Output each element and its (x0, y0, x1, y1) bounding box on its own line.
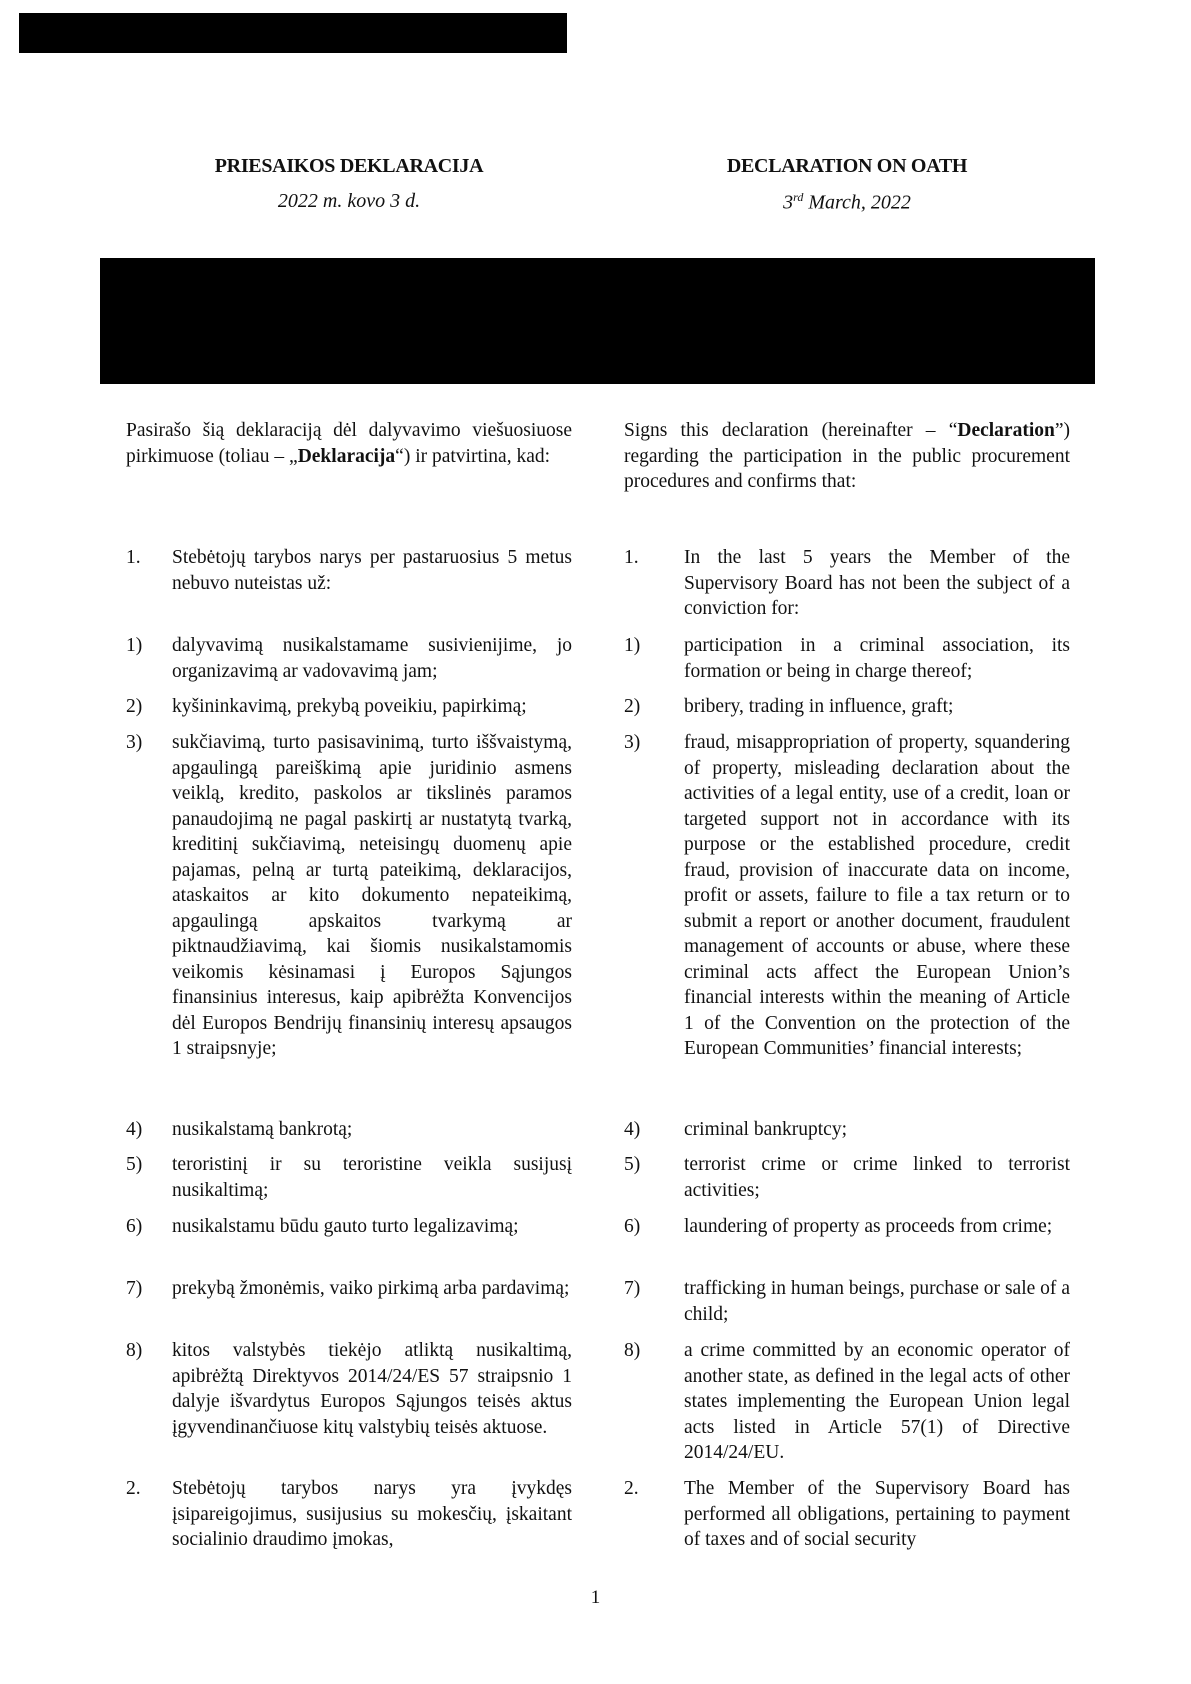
clause-number: 3) (624, 732, 641, 753)
clause-number: 5) (126, 1154, 143, 1175)
clause-text: teroristinį ir su teroristine veikla susijusį nusikaltimą; (172, 1154, 572, 1201)
defined-term-en: Declaration (957, 420, 1055, 441)
clause-number: 2) (126, 696, 143, 717)
clause-number: 8) (624, 1340, 641, 1361)
column-lithuanian (126, 0, 572, 1684)
clause-text: nusikalstamu būdu gauto turto legalizavimą; (172, 1216, 519, 1237)
clause-number: 6) (126, 1216, 143, 1237)
date-month-year: March, 2022 (803, 191, 911, 214)
clause-number: 4) (624, 1119, 641, 1140)
clause-number: 1. (126, 547, 141, 568)
clause-text: bribery, trading in influence, graft; (684, 696, 954, 717)
clause-number: 8) (126, 1340, 143, 1361)
clause-text: Stebėtojų tarybos narys yra įvykdęs įsipareigojimus, susijusius su mokesčių, įskaitant socialinio draudimo įmokas, (172, 1478, 572, 1550)
clause-number: 5) (624, 1154, 641, 1175)
intro-lt (126, 418, 572, 469)
clause-number: 2. (126, 1478, 141, 1499)
clause-text: a crime committed by an economic operator of another state, as defined in the legal acts of other states implementing the European Union legal acts listed in Article 57(1) of Directive 2014/24/EU. (684, 1340, 1070, 1463)
column-english (624, 0, 1070, 1684)
clause-number: 1. (624, 547, 639, 568)
clause-text: prekybą žmonėmis, vaiko pirkimą arba pardavimą; (172, 1278, 570, 1299)
clause-number: 7) (624, 1278, 641, 1299)
date-ordinal-suffix: rd (793, 190, 804, 204)
clause-text: In the last 5 years the Member of the Supervisory Board has not been the subject of a conviction for: (684, 547, 1070, 619)
clause-text: kitos valstybės tiekėjo atliktą nusikaltimą, apibrėžtą Direktyvos 2014/24/ES 57 straipsnio 1 dalyje išvardytus Europos Sąjungos teisės aktus įgyvendinančiuose kitų valstybių teisės aktuose. (172, 1340, 572, 1438)
clause-text: terrorist crime or crime linked to terrorist activities; (684, 1154, 1070, 1201)
date-en (624, 190, 1070, 215)
date-lt: 2022 m. kovo 3 d. (277, 190, 421, 212)
clause-text: participation in a criminal association, its formation or being in charge thereof; (684, 635, 1070, 682)
clause-number: 1) (624, 635, 641, 656)
clause-text: trafficking in human beings, purchase or sale of a child; (684, 1278, 1070, 1325)
clause-number: 2. (624, 1478, 639, 1499)
intro-en-text-end: ”) regarding the participation in the public procurement procedures and confirms that: (624, 420, 1070, 492)
date-day: 3 (783, 191, 794, 214)
clause-number: 3) (126, 732, 143, 753)
intro-lt-text-end: “) ir patvirtina, kad: (395, 445, 551, 467)
intro-en-text: Signs this declaration (hereinafter – “ (624, 420, 958, 441)
clause-text: dalyvavimą nusikalstamame susivienijime, jo organizavimą ar vadovavimą jam; (172, 635, 572, 682)
clause-text: Stebėtojų tarybos narys per pastaruosius 5 metus nebuvo nuteistas už: (172, 547, 572, 594)
clause-text: laundering of property as proceeds from crime; (684, 1216, 1053, 1237)
clause-text: nusikalstamą bankrotą; (172, 1119, 353, 1140)
clause-text: criminal bankruptcy; (684, 1119, 847, 1140)
clause-text: kyšininkavimą, prekybą poveikiu, papirkimą; (172, 696, 527, 717)
clause-text: fraud, misappropriation of property, squandering of property, misleading declaration about the activities of a legal entity, use of a credit, loan or targeted support not in accordance with its purpose or the established procedure, credit fraud, provision of inaccurate data on income, profit or assets, failure to file a tax return or to submit a report or another document, fraudulent management of accounts or abuse, where these criminal acts affect the European Union’s financial interests within the meaning of Article 1 of the Convention on the protection of the European Communities’ financial interests; (684, 732, 1070, 1059)
clause-number: 2) (624, 696, 641, 717)
clause-number: 1) (126, 635, 143, 656)
intro-lt-text: Pasirašo šią deklaraciją dėl dalyvavimo viešuosiuose pirkimuose (toliau – „ (126, 420, 572, 467)
clause-number: 6) (624, 1216, 641, 1237)
intro-en (624, 418, 1070, 495)
page-number: 1 (590, 1587, 601, 1608)
clause-text: sukčiavimą, turto pasisavinimą, turto iššvaistymą, apgaulingą pareiškimą apie juridinio asmens veiklą, kredito, paskolos ar tikslinės paramos panaudojimą ne pagal paskirtį ar nustatytą tvarką, kreditinį sukčiavimą, neteisingų duomenų apie pajamas, pelną ar turtą pateikimą, deklaracijos, ataskaitos ar kito dokumento nepateikimą, apgaulingą apskaitos tvarkymą ar piktnaudžiavimą, kai šiomis nusikalstamomis veikomis kėsinamasi į Europos Sąjungos finansinius interesus, kaip apibrėžta Konvencijos dėl Europos Bendrijų finansinių interesų apsaugos 1 straipsnyje; (172, 732, 572, 1059)
clause-number: 4) (126, 1119, 143, 1140)
title-en: DECLARATION ON OATH (726, 155, 968, 177)
clause-number: 7) (126, 1278, 143, 1299)
clause-text: The Member of the Supervisory Board has performed all obligations, pertaining to payment of taxes and of social security (684, 1478, 1070, 1550)
defined-term-lt: Deklaracija (297, 445, 396, 467)
title-lt: PRIESAIKOS DEKLARACIJA (214, 155, 484, 177)
